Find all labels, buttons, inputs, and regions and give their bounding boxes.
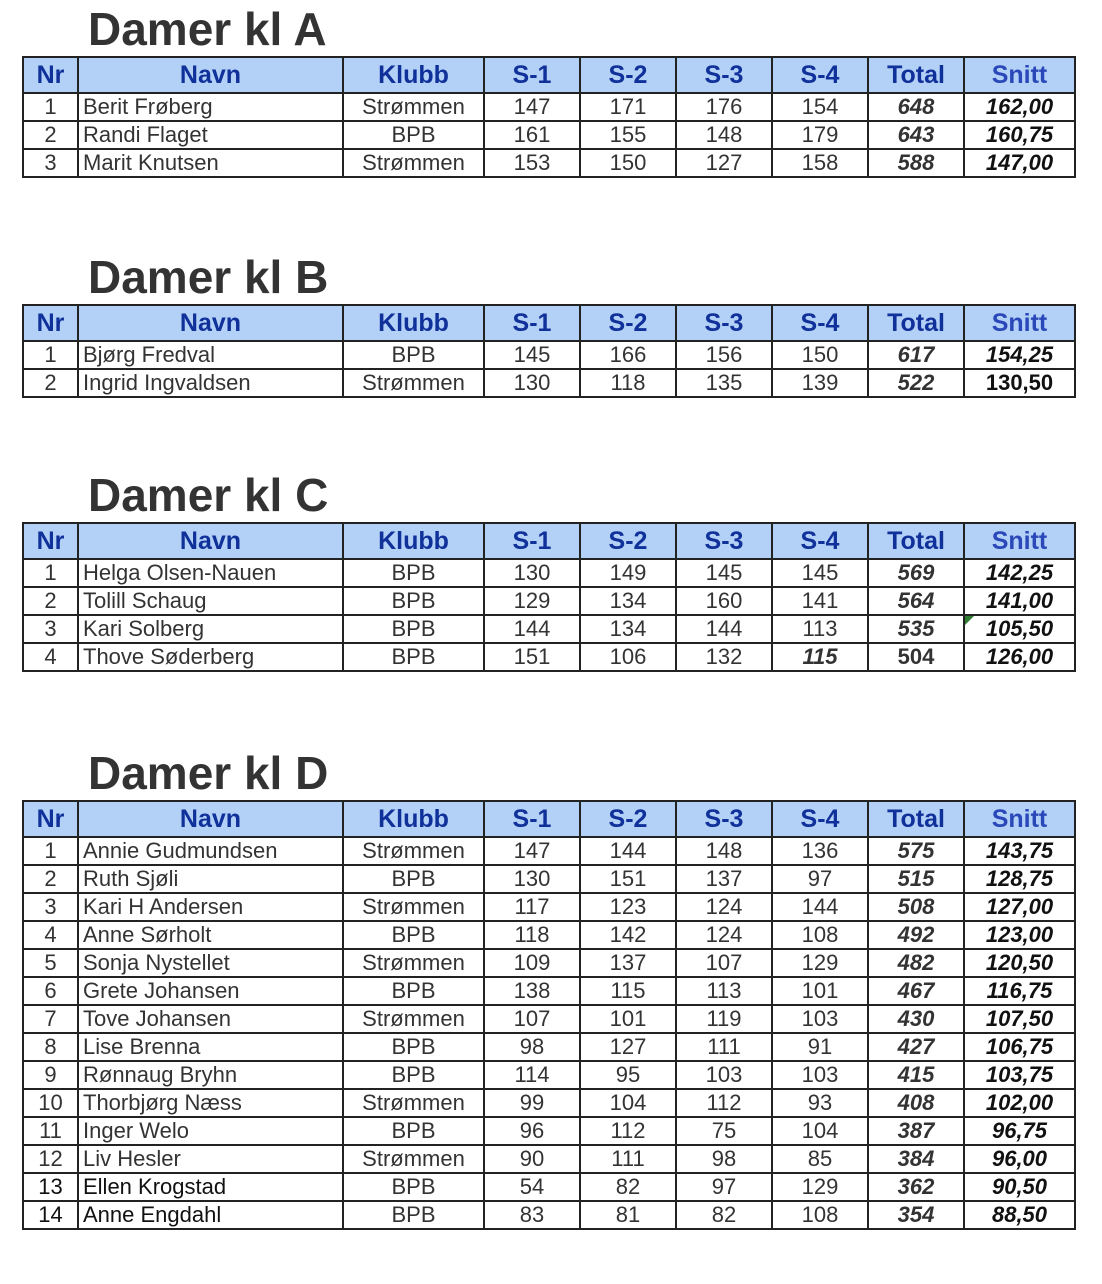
cell-nr: 11: [23, 1117, 78, 1145]
cell-s1: 96: [484, 1117, 580, 1145]
cell-snitt: 96,75: [964, 1117, 1075, 1145]
cell-nr: 10: [23, 1089, 78, 1117]
cell-s3: 156: [676, 341, 772, 369]
cell-navn: Marit Knutsen: [78, 149, 343, 177]
header-row: [23, 523, 1075, 559]
cell-snitt: 106,75: [964, 1033, 1075, 1061]
header-s4: S-4: [772, 57, 868, 93]
cell-klubb: BPB: [343, 121, 484, 149]
cell-s2: 95: [580, 1061, 676, 1089]
cell-s3: 107: [676, 949, 772, 977]
cell-s4: 85: [772, 1145, 868, 1173]
cell-snitt: 160,75: [964, 121, 1075, 149]
cell-s1: 98: [484, 1033, 580, 1061]
cell-klubb: BPB: [343, 865, 484, 893]
cell-total: 569: [868, 559, 964, 587]
cell-klubb: BPB: [343, 1033, 484, 1061]
table-row: [23, 341, 1075, 369]
cell-nr: 3: [23, 149, 78, 177]
header-s2: S-2: [580, 523, 676, 559]
header-s4: S-4: [772, 305, 868, 341]
cell-nr: 7: [23, 1005, 78, 1033]
results-table: [22, 304, 1076, 398]
header-nr: Nr: [23, 305, 78, 341]
cell-s2: 115: [580, 977, 676, 1005]
header-s3: S-3: [676, 523, 772, 559]
cell-s2: 123: [580, 893, 676, 921]
cell-s1: 151: [484, 643, 580, 671]
cell-s3: 132: [676, 643, 772, 671]
cell-snitt: 120,50: [964, 949, 1075, 977]
cell-nr: 9: [23, 1061, 78, 1089]
cell-snitt: 105,50: [964, 615, 1075, 643]
table-row: [23, 1061, 1075, 1089]
cell-navn: Kari Solberg: [78, 615, 343, 643]
cell-snitt: 142,25: [964, 559, 1075, 587]
header-navn: Navn: [78, 523, 343, 559]
table-row: [23, 1145, 1075, 1173]
cell-s4: 91: [772, 1033, 868, 1061]
header-s4: S-4: [772, 523, 868, 559]
cell-s2: 111: [580, 1145, 676, 1173]
cell-navn: Anne Engdahl: [78, 1201, 343, 1229]
cell-navn: Thove Søderberg: [78, 643, 343, 671]
cell-snitt: 96,00: [964, 1145, 1075, 1173]
section-title: Damer kl B: [88, 251, 329, 303]
cell-total: 408: [868, 1089, 964, 1117]
cell-navn: Anne Sørholt: [78, 921, 343, 949]
cell-s1: 114: [484, 1061, 580, 1089]
cell-s2: 150: [580, 149, 676, 177]
header-total: Total: [868, 305, 964, 341]
cell-total: 564: [868, 587, 964, 615]
header-klubb: Klubb: [343, 305, 484, 341]
cell-s1: 144: [484, 615, 580, 643]
cell-snitt: 107,50: [964, 1005, 1075, 1033]
cell-total: 467: [868, 977, 964, 1005]
table-row: [23, 1089, 1075, 1117]
cell-s1: 118: [484, 921, 580, 949]
header-klubb: Klubb: [343, 801, 484, 837]
cell-total: 588: [868, 149, 964, 177]
cell-snitt: 147,00: [964, 149, 1075, 177]
cell-s3: 112: [676, 1089, 772, 1117]
cell-s3: 97: [676, 1173, 772, 1201]
table-row: [23, 921, 1075, 949]
cell-klubb: BPB: [343, 587, 484, 615]
table-row: [23, 1201, 1075, 1229]
header-nr: Nr: [23, 523, 78, 559]
results-table: [22, 800, 1076, 1230]
table-row: [23, 149, 1075, 177]
cell-klubb: Strømmen: [343, 837, 484, 865]
cell-s3: 75: [676, 1117, 772, 1145]
table-row: [23, 893, 1075, 921]
cell-klubb: Strømmen: [343, 1089, 484, 1117]
header-s3: S-3: [676, 305, 772, 341]
cell-klubb: Strømmen: [343, 149, 484, 177]
cell-s4: 158: [772, 149, 868, 177]
cell-s1: 99: [484, 1089, 580, 1117]
table-row: [23, 121, 1075, 149]
cell-s3: 148: [676, 121, 772, 149]
cell-snitt: 102,00: [964, 1089, 1075, 1117]
cell-klubb: BPB: [343, 1173, 484, 1201]
cell-s1: 147: [484, 93, 580, 121]
cell-nr: 2: [23, 587, 78, 615]
cell-total: 427: [868, 1033, 964, 1061]
header-nr: Nr: [23, 57, 78, 93]
cell-navn: Inger Welo: [78, 1117, 343, 1145]
section-title: Damer kl A: [88, 3, 327, 55]
cell-total: 508: [868, 893, 964, 921]
cell-total: 648: [868, 93, 964, 121]
cell-snitt: 123,00: [964, 921, 1075, 949]
cell-s3: 98: [676, 1145, 772, 1173]
header-s1: S-1: [484, 801, 580, 837]
cell-s1: 90: [484, 1145, 580, 1173]
cell-s3: 137: [676, 865, 772, 893]
cell-s4: 150: [772, 341, 868, 369]
header-snitt: Snitt: [964, 801, 1075, 837]
header-navn: Navn: [78, 305, 343, 341]
table-row: [23, 93, 1075, 121]
cell-total: 522: [868, 369, 964, 397]
header-navn: Navn: [78, 57, 343, 93]
cell-s2: 137: [580, 949, 676, 977]
cell-navn: Ruth Sjøli: [78, 865, 343, 893]
header-klubb: Klubb: [343, 57, 484, 93]
cell-s3: 119: [676, 1005, 772, 1033]
header-s2: S-2: [580, 305, 676, 341]
cell-navn: Annie Gudmundsen: [78, 837, 343, 865]
cell-s4: 141: [772, 587, 868, 615]
cell-s4: 103: [772, 1061, 868, 1089]
header-snitt: Snitt: [964, 523, 1075, 559]
table-row: [23, 369, 1075, 397]
cell-s2: 151: [580, 865, 676, 893]
cell-s2: 134: [580, 587, 676, 615]
cell-nr: 1: [23, 837, 78, 865]
cell-navn: Thorbjørg Næss: [78, 1089, 343, 1117]
cell-s2: 81: [580, 1201, 676, 1229]
cell-klubb: Strømmen: [343, 1005, 484, 1033]
table-row: [23, 615, 1075, 643]
cell-total: 362: [868, 1173, 964, 1201]
cell-s4: 108: [772, 921, 868, 949]
cell-s4: 93: [772, 1089, 868, 1117]
results-table: [22, 522, 1076, 672]
cell-nr: 12: [23, 1145, 78, 1173]
header-s1: S-1: [484, 305, 580, 341]
table-row: [23, 1033, 1075, 1061]
cell-s2: 144: [580, 837, 676, 865]
cell-s1: 147: [484, 837, 580, 865]
cell-s1: 145: [484, 341, 580, 369]
cell-klubb: BPB: [343, 977, 484, 1005]
cell-s4: 113: [772, 615, 868, 643]
cell-s4: 129: [772, 949, 868, 977]
cell-nr: 1: [23, 93, 78, 121]
cell-s1: 54: [484, 1173, 580, 1201]
cell-navn: Rønnaug Bryhn: [78, 1061, 343, 1089]
cell-s3: 160: [676, 587, 772, 615]
cell-s2: 127: [580, 1033, 676, 1061]
cell-total: 617: [868, 341, 964, 369]
header-snitt: Snitt: [964, 57, 1075, 93]
cell-nr: 5: [23, 949, 78, 977]
cell-s4: 108: [772, 1201, 868, 1229]
cell-klubb: BPB: [343, 559, 484, 587]
cell-total: 492: [868, 921, 964, 949]
cell-nr: 1: [23, 559, 78, 587]
cell-total: 504: [868, 643, 964, 671]
cell-klubb: Strømmen: [343, 893, 484, 921]
cell-nr: 2: [23, 369, 78, 397]
cell-snitt: 128,75: [964, 865, 1075, 893]
header-s2: S-2: [580, 57, 676, 93]
cell-klubb: BPB: [343, 1061, 484, 1089]
cell-s4: 115: [772, 643, 868, 671]
cell-s4: 103: [772, 1005, 868, 1033]
cell-klubb: BPB: [343, 921, 484, 949]
cell-s1: 129: [484, 587, 580, 615]
cell-nr: 13: [23, 1173, 78, 1201]
header-s3: S-3: [676, 57, 772, 93]
cell-snitt: 90,50: [964, 1173, 1075, 1201]
header-total: Total: [868, 57, 964, 93]
header-snitt: Snitt: [964, 305, 1075, 341]
cell-navn: Sonja Nystellet: [78, 949, 343, 977]
cell-s2: 134: [580, 615, 676, 643]
cell-s3: 124: [676, 893, 772, 921]
cell-navn: Ellen Krogstad: [78, 1173, 343, 1201]
cell-s4: 154: [772, 93, 868, 121]
cell-navn: Grete Johansen: [78, 977, 343, 1005]
cell-s1: 138: [484, 977, 580, 1005]
cell-total: 387: [868, 1117, 964, 1145]
header-total: Total: [868, 523, 964, 559]
cell-s1: 130: [484, 369, 580, 397]
table-row: [23, 949, 1075, 977]
cell-navn: Ingrid Ingvaldsen: [78, 369, 343, 397]
table-row: [23, 865, 1075, 893]
cell-s3: 176: [676, 93, 772, 121]
cell-total: 643: [868, 121, 964, 149]
cell-nr: 4: [23, 921, 78, 949]
table-row: [23, 837, 1075, 865]
cell-s3: 148: [676, 837, 772, 865]
cell-klubb: Strømmen: [343, 93, 484, 121]
results-table: [22, 56, 1076, 178]
cell-nr: 1: [23, 341, 78, 369]
cell-nr: 2: [23, 121, 78, 149]
cell-s4: 104: [772, 1117, 868, 1145]
header-s4: S-4: [772, 801, 868, 837]
cell-nr: 2: [23, 865, 78, 893]
cell-s3: 103: [676, 1061, 772, 1089]
cell-s1: 107: [484, 1005, 580, 1033]
header-s1: S-1: [484, 57, 580, 93]
cell-snitt: 130,50: [964, 369, 1075, 397]
cell-s2: 166: [580, 341, 676, 369]
cell-s1: 161: [484, 121, 580, 149]
header-row: [23, 305, 1075, 341]
cell-snitt: 88,50: [964, 1201, 1075, 1229]
cell-total: 430: [868, 1005, 964, 1033]
cell-navn: Kari H Andersen: [78, 893, 343, 921]
cell-snitt: 141,00: [964, 587, 1075, 615]
cell-snitt: 103,75: [964, 1061, 1075, 1089]
cell-s2: 142: [580, 921, 676, 949]
cell-s4: 139: [772, 369, 868, 397]
cell-s4: 179: [772, 121, 868, 149]
cell-s1: 130: [484, 865, 580, 893]
cell-snitt: 116,75: [964, 977, 1075, 1005]
table-row: [23, 559, 1075, 587]
header-s3: S-3: [676, 801, 772, 837]
cell-klubb: BPB: [343, 615, 484, 643]
cell-s2: 112: [580, 1117, 676, 1145]
cell-s2: 82: [580, 1173, 676, 1201]
cell-s4: 145: [772, 559, 868, 587]
cell-klubb: Strømmen: [343, 369, 484, 397]
cell-total: 535: [868, 615, 964, 643]
cell-s2: 118: [580, 369, 676, 397]
header-row: [23, 801, 1075, 837]
cell-snitt: 126,00: [964, 643, 1075, 671]
cell-nr: 14: [23, 1201, 78, 1229]
cell-s3: 82: [676, 1201, 772, 1229]
table-row: [23, 643, 1075, 671]
header-nr: Nr: [23, 801, 78, 837]
header-row: [23, 57, 1075, 93]
cell-total: 384: [868, 1145, 964, 1173]
cell-s4: 136: [772, 837, 868, 865]
cell-navn: Lise Brenna: [78, 1033, 343, 1061]
cell-s2: 171: [580, 93, 676, 121]
cell-klubb: Strømmen: [343, 1145, 484, 1173]
cell-s1: 83: [484, 1201, 580, 1229]
cell-total: 575: [868, 837, 964, 865]
cell-navn: Randi Flaget: [78, 121, 343, 149]
cell-s3: 145: [676, 559, 772, 587]
cell-total: 482: [868, 949, 964, 977]
cell-s4: 97: [772, 865, 868, 893]
cell-s3: 111: [676, 1033, 772, 1061]
cell-s1: 109: [484, 949, 580, 977]
cell-klubb: BPB: [343, 643, 484, 671]
cell-s4: 144: [772, 893, 868, 921]
cell-nr: 4: [23, 643, 78, 671]
cell-total: 354: [868, 1201, 964, 1229]
cell-s4: 101: [772, 977, 868, 1005]
cell-navn: Bjørg Fredval: [78, 341, 343, 369]
cell-navn: Tove Johansen: [78, 1005, 343, 1033]
cell-navn: Tolill Schaug: [78, 587, 343, 615]
header-klubb: Klubb: [343, 523, 484, 559]
cell-nr: 3: [23, 893, 78, 921]
cell-klubb: BPB: [343, 1201, 484, 1229]
cell-s1: 117: [484, 893, 580, 921]
cell-klubb: BPB: [343, 1117, 484, 1145]
cell-klubb: BPB: [343, 341, 484, 369]
cell-nr: 3: [23, 615, 78, 643]
cell-navn: Berit Frøberg: [78, 93, 343, 121]
section-title: Damer kl C: [88, 469, 329, 521]
cell-s2: 104: [580, 1089, 676, 1117]
cell-nr: 6: [23, 977, 78, 1005]
table-row: [23, 587, 1075, 615]
cell-s2: 149: [580, 559, 676, 587]
cell-s3: 113: [676, 977, 772, 1005]
cell-s3: 135: [676, 369, 772, 397]
cell-s4: 129: [772, 1173, 868, 1201]
cell-s3: 124: [676, 921, 772, 949]
cell-s2: 155: [580, 121, 676, 149]
cell-snitt: 154,25: [964, 341, 1075, 369]
cell-total: 515: [868, 865, 964, 893]
cell-snitt: 143,75: [964, 837, 1075, 865]
header-s2: S-2: [580, 801, 676, 837]
cell-s2: 106: [580, 643, 676, 671]
cell-navn: Helga Olsen-Nauen: [78, 559, 343, 587]
cell-nr: 8: [23, 1033, 78, 1061]
cell-total: 415: [868, 1061, 964, 1089]
table-row: [23, 1005, 1075, 1033]
cell-snitt: 162,00: [964, 93, 1075, 121]
cell-s3: 127: [676, 149, 772, 177]
table-row: [23, 1117, 1075, 1145]
cell-klubb: Strømmen: [343, 949, 484, 977]
cell-snitt: 127,00: [964, 893, 1075, 921]
cell-s3: 144: [676, 615, 772, 643]
cell-navn: Liv Hesler: [78, 1145, 343, 1173]
cell-s1: 130: [484, 559, 580, 587]
cell-s2: 101: [580, 1005, 676, 1033]
table-row: [23, 1173, 1075, 1201]
header-total: Total: [868, 801, 964, 837]
header-navn: Navn: [78, 801, 343, 837]
section-title: Damer kl D: [88, 747, 329, 799]
cell-s1: 153: [484, 149, 580, 177]
table-row: [23, 977, 1075, 1005]
header-s1: S-1: [484, 523, 580, 559]
